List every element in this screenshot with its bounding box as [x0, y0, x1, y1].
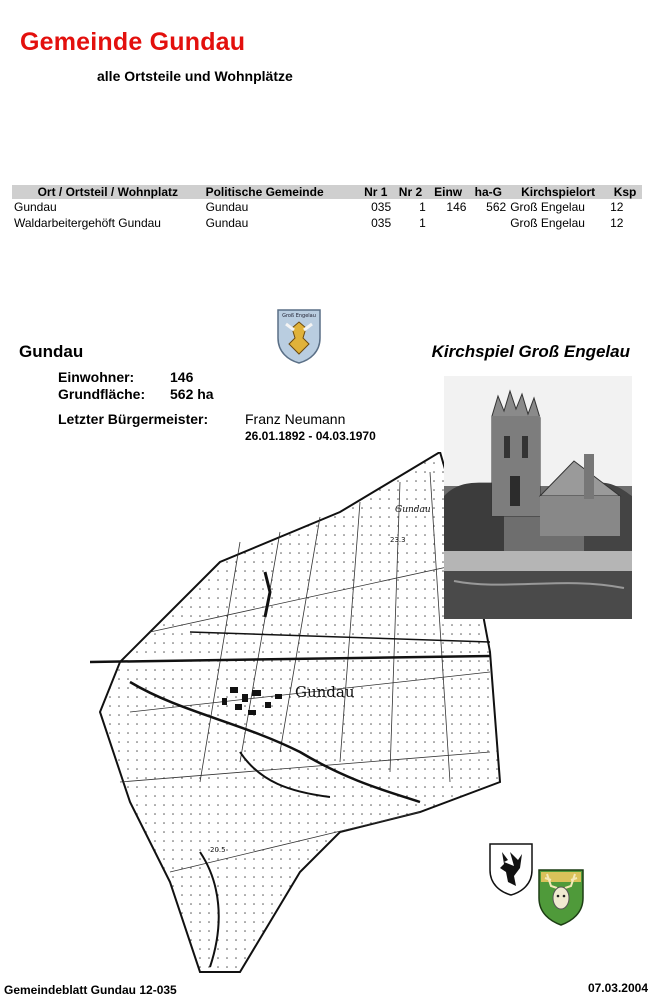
kirchspiel-name: Kirchspiel Groß Engelau [431, 342, 630, 361]
deer-crest-icon [537, 868, 585, 926]
flaeche-label: Grundfläche: [58, 386, 146, 402]
map-label-gundau: Gundau [295, 683, 355, 701]
flaeche-value: 562 ha [170, 386, 214, 402]
table-header-row [12, 185, 642, 199]
col-ort: Ort / Ortsteil / Wohnplatz [12, 185, 204, 199]
church-photo [444, 376, 632, 619]
place-name: Gundau [19, 342, 84, 361]
footer-date: 07.03.2004 [587, 981, 648, 995]
einwohner-value: 146 [170, 369, 194, 385]
elk-crest-icon [488, 842, 534, 896]
buergermeister-label: Letzter Bürgermeister: [58, 411, 209, 427]
map-label-elevation-2: 20.5 [210, 846, 226, 854]
col-einw: Einw [428, 185, 469, 199]
col-ksp: Ksp [608, 185, 642, 199]
map-label-gundau-top: Gundau [395, 505, 431, 515]
places-table [12, 185, 642, 231]
page-title: Gemeinde Gundau [20, 28, 246, 56]
footer-left: Gemeindeblatt Gundau 12-035 [4, 983, 177, 997]
map-label-elevation-1: 23.3 [390, 536, 406, 544]
buergermeister-dates: 26.01.1892 - 04.03.1970 [245, 429, 376, 443]
page-subtitle: alle Ortsteile und Wohnplätze [97, 68, 293, 84]
col-gemeinde: Politische Gemeinde [204, 185, 359, 199]
buergermeister-name: Franz Neumann [245, 411, 346, 427]
gross-engelau-crest-icon [276, 308, 322, 364]
crest-label: Groß Engelau [282, 313, 316, 319]
col-nr1: Nr 1 [358, 185, 393, 199]
col-nr2: Nr 2 [393, 185, 428, 199]
table-row: Gundau Gundau 035 1 146 562 Groß Engelau 12 [14, 200, 624, 214]
einwohner-label: Einwohner: [58, 369, 135, 385]
col-kirchspielort: Kirchspielort [508, 185, 608, 199]
col-ha: ha-G [468, 185, 508, 199]
table-row: Waldarbeitergehöft Gundau Gundau 035 1 Groß Engelau 12 [14, 216, 624, 230]
